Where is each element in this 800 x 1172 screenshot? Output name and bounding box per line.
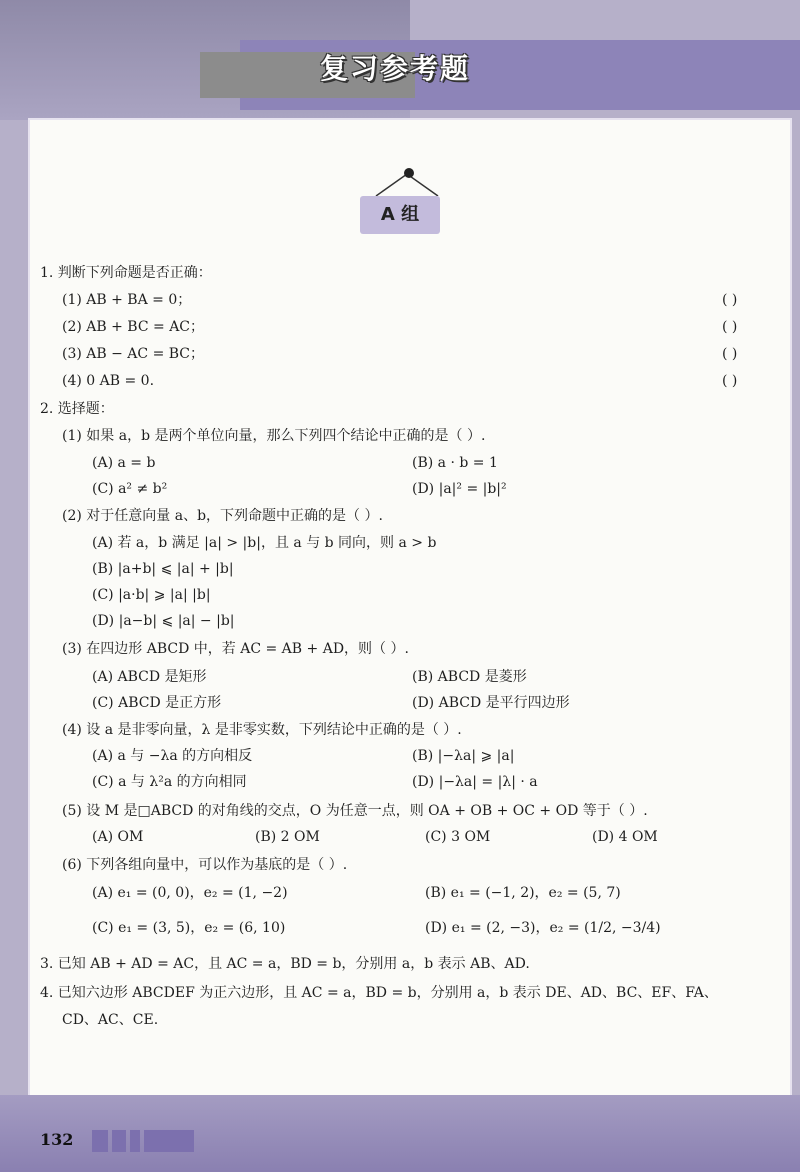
q2-sub-1-stem: (1) 如果 a，b 是两个单位向量，那么下列四个结论中正确的是（ ）.: [62, 428, 486, 444]
answer-blank: ( ): [722, 292, 738, 308]
option-a: (A) 若 a，b 满足 |a| > |b|，且 a 与 b 同向，则 a > b: [92, 535, 437, 551]
option-a: (A) ABCD 是矩形: [92, 669, 207, 685]
page-title: 复习参考题: [320, 52, 471, 85]
question-4-line-2: CD、AC、CE.: [62, 1012, 159, 1028]
question-1-stem: 1. 判断下列命题是否正确：: [40, 265, 212, 281]
q1-item-3: (3) AB − AC = BC；: [62, 346, 205, 362]
q1-item-2: (2) AB + BC = AC；: [62, 319, 205, 335]
page-number: 132: [40, 1130, 74, 1149]
group-sign: A 组: [360, 196, 440, 234]
option-b: (B) |−λa| ⩾ |a|: [412, 748, 515, 764]
option-c: (C) |a·b| ⩾ |a| |b|: [92, 587, 211, 603]
question-4-line-1: 4. 已知六边形 ABCDEF 为正六边形，且 AC = a，BD = b，分别用 a，b 表示 DE、AD、BC、EF、FA、: [40, 985, 718, 1001]
option-d: (D) e₁ = (2, −3)，e₂ = (1/2, −3/4): [425, 920, 661, 936]
option-c: (C) a 与 λ²a 的方向相同: [92, 774, 247, 790]
option-a: (A) a 与 −λa 的方向相反: [92, 748, 253, 764]
hook-icon: [404, 168, 414, 178]
option-a: (A) a = b: [92, 455, 156, 471]
option-d: (D) 4 OM: [592, 829, 658, 845]
option-d: (D) ABCD 是平行四边形: [412, 695, 570, 711]
option-a: (A) e₁ = (0, 0)，e₂ = (1, −2): [92, 885, 288, 901]
option-c: (C) a² ≠ b²: [92, 481, 168, 497]
option-b: (B) 2 OM: [255, 829, 320, 845]
q2-sub-2-stem: (2) 对于任意向量 a、b，下列命题中正确的是（ ）.: [62, 508, 383, 524]
option-c: (C) 3 OM: [425, 829, 491, 845]
answer-blank: ( ): [722, 346, 738, 362]
option-a: (A) OM: [92, 829, 144, 845]
q2-sub-3-stem: (3) 在四边形 ABCD 中，若 AC = AB + AD，则（ ）.: [62, 641, 409, 657]
answer-blank: ( ): [722, 373, 738, 389]
question-3: 3. 已知 AB + AD = AC，且 AC = a，BD = b，分别用 a，b 表示 AB、AD.: [40, 956, 530, 972]
option-d: (D) |−λa| = |λ| · a: [412, 774, 538, 790]
option-c: (C) e₁ = (3, 5)，e₂ = (6, 10): [92, 920, 286, 936]
option-b: (B) e₁ = (−1, 2)，e₂ = (5, 7): [425, 885, 621, 901]
option-b: (B) a · b = 1: [412, 455, 498, 471]
q1-item-4: (4) 0 AB = 0.: [62, 373, 155, 389]
q2-sub-5-stem: (5) 设 M 是□ABCD 的对角线的交点，O 为任意一点，则 OA + OB + OC + OD 等于（ ）.: [62, 803, 648, 819]
q2-sub-6-stem: (6) 下列各组向量中，可以作为基底的是（ ）.: [62, 857, 348, 873]
answer-blank: ( ): [722, 319, 738, 335]
option-b: (B) ABCD 是菱形: [412, 669, 527, 685]
q1-item-1: (1) AB + BA = 0；: [62, 292, 192, 308]
option-b: (B) |a+b| ⩽ |a| + |b|: [92, 561, 234, 577]
option-d: (D) |a−b| ⩽ |a| − |b|: [92, 613, 235, 629]
q2-sub-4-stem: (4) 设 a 是非零向量，λ 是非零实数，下列结论中正确的是（ ）.: [62, 722, 462, 738]
question-2-stem: 2. 选择题：: [40, 401, 114, 417]
option-d: (D) |a|² = |b|²: [412, 481, 507, 497]
option-c: (C) ABCD 是正方形: [92, 695, 222, 711]
